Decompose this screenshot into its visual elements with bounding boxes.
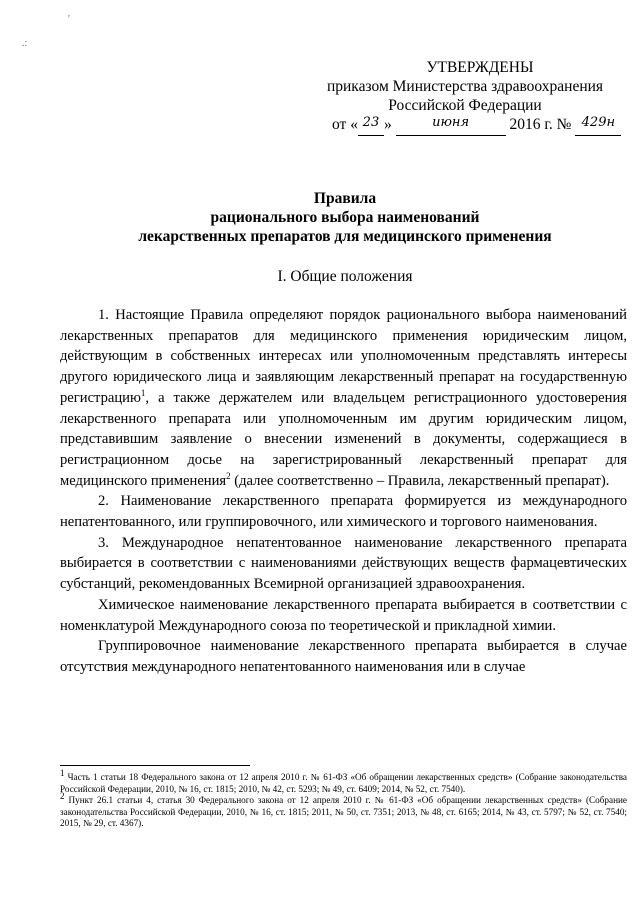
- paragraph-2: 2. Наименование лекарственного препарата формируется из международного непатентованного, или группировочного, или химического и торгового наименования.: [60, 493, 627, 531]
- date-month: июня: [432, 115, 470, 130]
- approval-title: УТВЕРЖДЕНЫ: [426, 59, 534, 76]
- footnotes: [60, 767, 627, 830]
- date-prefix: от «: [332, 116, 358, 133]
- footnote-ref-2: 2: [226, 470, 231, 481]
- approval-country: Российской Федерации: [388, 97, 542, 114]
- scan-speck: .:: [22, 38, 28, 49]
- date-day: 23: [362, 115, 380, 130]
- paragraph-5: Группировочное наименование лекарственного препарата выбирается в случае отсутствия международного непатентованного наименования или в случае: [60, 638, 627, 675]
- date-mid: »: [383, 116, 392, 133]
- paragraph-3: 3. Международное непатентованное наименование лекарственного препарата выбирается в соответствии с наименованиями действующих веществ фармацевтических субстанций, рекомендованных Всемирной организацией здравоохранения.: [60, 534, 627, 593]
- document-title: [60, 189, 630, 246]
- order-number: 429н: [581, 115, 616, 130]
- paragraph-1: 1. Настоящие Правила определяют порядок рационального выбора наименований лекарственных препаратов для медицинского применения юридическим лицом, действующим в собственных интересах или уполномоченным представлять интересы другого юридического лица и заявляющим лекарственный препарат на государственную регистрацию$^1$, а также держателем или владельцем регистрационного удостоверения лекарственного препарата или уполномоченным им другим юридическим лицом, представившим заявление о внесении изменений в документы, содержащиеся в регистрационном досье на зарегистрированный лекарственный препарат для медицинского применения$^2$ (далее соответственно – Правила, лекарственный препарат).: [60, 307, 627, 489]
- approval-date-line: [310, 115, 620, 136]
- document-body: [60, 305, 627, 678]
- paragraph-4: Химическое наименование лекарственного препарата выбирается в соответствии с номенклатурой Международного союза по теоретической и прикладной химии.: [60, 596, 627, 634]
- date-year: 2016 г. №: [509, 116, 572, 133]
- footnote-divider: [60, 765, 250, 766]
- section-heading: I. Общие положения: [277, 268, 413, 285]
- footnote-1: $^1$ Часть 1 статьи 18 Федерального закона от 12 апреля 2010 г. № 61-ФЗ «Об обращении лекарственных средств» (Собрание законодательства Российской Федерации, 2010, № 16, ст. 1815; 2010, № 42, ст. 5293; № 49, ст. 6409; 2014, № 52, ст. 7540).: [60, 767, 627, 794]
- title-line-1: Правила: [313, 190, 377, 207]
- scan-speck: ': [68, 14, 70, 25]
- footnote-ref-1: 1: [140, 387, 146, 398]
- title-line-2: рационального выбора наименований: [210, 209, 480, 226]
- approval-block: [310, 58, 620, 136]
- approval-order: приказом Министерства здравоохранения: [326, 78, 604, 95]
- footnote-2: $^2$ Пункт 26.1 статьи 4, статья 30 Федерального закона от 12 апреля 2010 г. № 61-ФЗ «Об обращении лекарственных средств» (Собрание законодательства Российской Федерации, 2010, № 16, ст. 1815; 2011, № 50, ст. 7351; 2013, № 48, ст. 6165; 2014, № 43, ст. 5797; № 52, ст. 7540; 2015, № 29, ст. 4367).: [60, 790, 627, 828]
- title-line-3: лекарственных препаратов для медицинского применения: [138, 228, 552, 245]
